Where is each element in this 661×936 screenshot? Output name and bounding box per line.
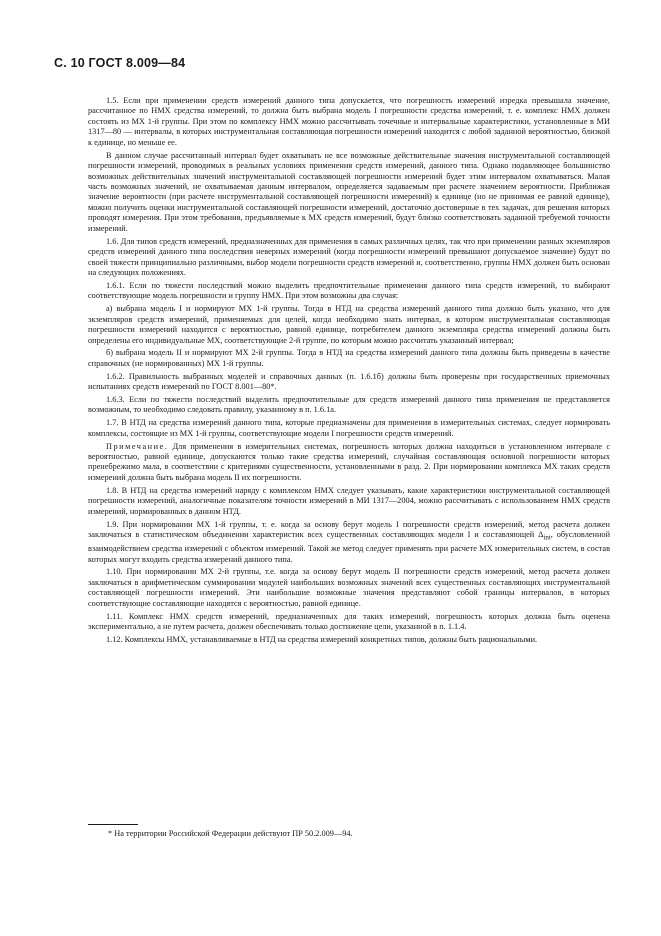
paragraph-1-6-3: 1.6.3. Если по тяжести последствий выделить предпочтительные для средств измерений данного типа применения не представляется возможным, то необходимо следовать правилу, указанному в п. 1.6.1а. bbox=[88, 394, 610, 415]
note-label: Примечание. bbox=[106, 441, 169, 451]
paragraph-1-6-1: 1.6.1. Если по тяжести последствий можно выделить предпочтительные применения данного типа средств измерений, то выбирают соответствующие модель погрешности и группу НМХ. При этом возможны два случая: bbox=[88, 280, 610, 301]
note-paragraph bbox=[88, 442, 610, 484]
paragraph-1-10: 1.10. При нормировании МХ 2-й группы, т.е. когда за основу берут модель II погрешности средств измерений, метод расчета должен заключаться в арифметическом суммировании модулей наибольших возможных значений всех существенных составляющих инструментальной составляющей погрешности измерений. Эти наибольшие возможные значения представляют собой границы интервалов, в которых соответствующие составляющие находятся с вероятностью, равной единице. bbox=[88, 567, 610, 608]
paragraph-1-12: 1.12. Комплексы НМХ, устанавливаемые в НТД на средства измерений конкретных типов, должны быть рациональными. bbox=[106, 634, 538, 644]
paragraph-1-5: 1.5. Если при применении средств измерений данного типа допускается, что погрешность измерений изредка превышала значение, рассчитанное по НМХ средства измерений, то должна быть выбрана модель I погрешности средства измерений, т. е. комплекс НМХ должен состоять из МХ 1-й группы. При этом по комплексу НМХ можно рассчитывать точечные и интервальные характеристики, установленные в МИ 1317—80 — интервалы, в которых инструментальная составляющая погрешности измерений находится с любой заданной вероятностью, близкой к единице, но меньше ее. bbox=[88, 96, 610, 147]
paragraph-1-6-2: 1.6.2. Правильность выбранных моделей и справочных данных (п. 1.6.1б) должны быть проверены при государственных приемочных испытаниях средств измерений по ГОСТ 8.001—80*. bbox=[88, 371, 610, 392]
paragraph-1-9 bbox=[88, 520, 610, 565]
paragraph-case-b: б) выбрана модель II и нормируют МХ 2-й группы. Тогда в НТД на средства измерений данного типа должны быть приведены в качестве справочных (не нормированных) МХ 1-й группы. bbox=[88, 348, 610, 368]
paragraph-1-5-continued: В данном случае рассчитанный интервал будет охватывать не все возможные действительные значения инструментальной составляющей погрешности измерений, проводимых в реальных условиях применения средств измерений, данного типа. Однако подавляющее большинство возможных действительных значений инструментальной составляющей погрешности измерений будет этим интервалом охватываться. Малая часть возможных значений, не охватываемая данным интервалом, определяется задаваемым при расчете значением вероятности. Приближая значение вероятности (при расчете инструментальной составляющей погрешности измерений) к единице (но не принимая ее равной единице), можно получить оценки инструментальной составляющей погрешности измерений, достаточно достоверные в тех задачах, для решения которых проводят измерения. При этом требования, предъявляемые к МХ средств измерений, будут близко соответствовать заданной требуемой точности измерений. bbox=[88, 150, 610, 233]
page-header: С. 10 ГОСТ 8.009—84 bbox=[54, 56, 186, 70]
paragraph-1-8: 1.8. В НТД на средства измерений наряду с комплексом НМХ следует указывать, какие характеристики инструментальной составляющей погрешности измерений, аналогичные показателям точности измерений в МИ 1317—2004, можно рассчитывать с использованием НМХ средств измерений, нормированных в данном НТД. bbox=[88, 485, 610, 516]
paragraph-1-11: 1.11. Комплекс НМХ средств измерений, предназначенных для таких измерений, погрешность которых должна быть оценена экспериментально, а не путем расчета, должен обеспечивать только достижение цели, указанной в п. 1.1.4. bbox=[88, 611, 610, 632]
paragraph-1-7: 1.7. В НТД на средства измерений данного типа, которые предназначены для применения в измерительных системах, следует нормировать комплексы, состоящие из МХ 1-й группы, соответствующие модели I погрешности средств измерений. bbox=[88, 418, 610, 438]
paragraph-1-9-start: 1.9. При нормировании МХ 1-й группы, т. е. когда за основу берут модель I погрешности средств измерений, метод расчета должен заключаться в статистическом объединении характеристик всех существенных составляющих модели I и составляющей Δ bbox=[88, 519, 610, 539]
document-body bbox=[88, 96, 610, 648]
note-text: Для применения в измерительных системах, погрешность которых должна находиться в установленном интервале с вероятностью, равной единице, допускаются только такие средства измерений, случайная составляющая основной погрешности которых пренебрежимо мала, в соответствии с критериями существенности, установленными в разд. 2. При нормировании комплекса МХ таких средств измерений должна быть выбрана модель II их погрешности. bbox=[88, 441, 610, 482]
footnote: * На территории Российской Федерации действуют ПР 50.2.009—94. bbox=[108, 829, 353, 838]
paragraph-1-6: 1.6. Для типов средств измерений, предназначенных для применения в самых различных целях, так что при применении разных экземпляров средств измерений данного типа последствия неверных измерений (когда погрешности измерений превышают допускаемое значение) будут по своей тяжести принципиально различными, выбор модели погрешности средств измерений и, соответственно, группы НМХ должен быть основан на следующих положениях. bbox=[88, 236, 610, 278]
paragraph-1-9-end: , обусловленной взаимодействием средства измерений с объектом измерений. Такой же метод следует применять при расчете МХ измерительных систем, в состав которых могут входить средства измерений данного типа. bbox=[88, 529, 611, 564]
paragraph-case-a: а) выбрана модель I и нормируют МХ 1-й группы. Тогда в НТД на средства измерений данного типа должно быть указано, что для экземпляров средств измерений, применяемых для целей, когда необходимо знать интервал, в котором инструментальная составляющая погрешности измерений находится с вероятностью, равной единице, потребителем данного экземпляра средства измерений должны быть определены его индивидуальные МХ, соответствующие 2-й группе, по которым можно рассчитать указанный интервал; bbox=[88, 304, 610, 345]
delta-subscript: int bbox=[543, 534, 551, 542]
footnote-divider bbox=[88, 824, 138, 825]
